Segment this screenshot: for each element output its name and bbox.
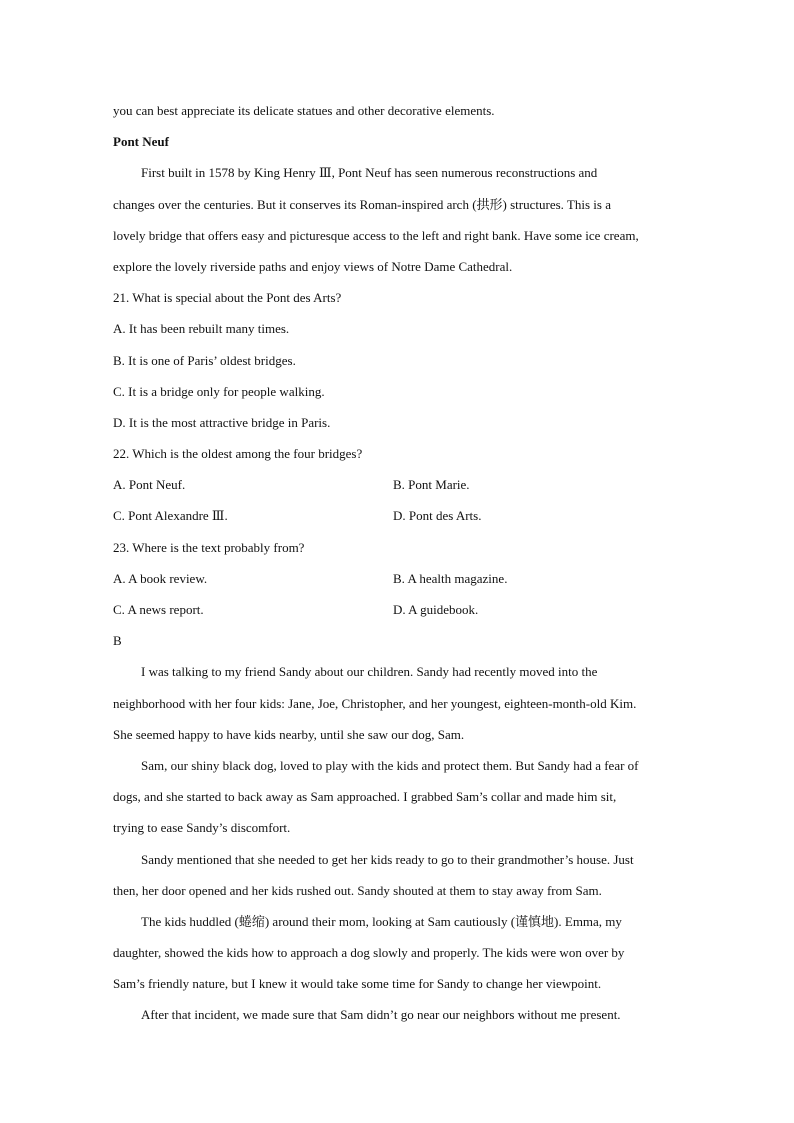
text-line: then, her door opened and her kids rushed out. Sandy shouted at them to stay away from Sam. (113, 882, 602, 898)
question-21-option-a: A. It has been rebuilt many times. (113, 321, 290, 337)
question-22-option-d: D. Pont des Arts. (393, 508, 482, 524)
section-b-label: B (113, 633, 122, 649)
text-line: you can best appreciate its delicate statues and other decorative elements. (113, 103, 495, 118)
text-line: Sandy mentioned that she needed to get her kids ready to go to their grandmother’s house. Just (141, 851, 634, 867)
text-line: explore the lovely riverside paths and enjoy views of Notre Dame Cathedral. (113, 258, 513, 274)
text-line: Sam’s friendly nature, but I knew it would take some time for Sandy to change her viewpoint. (113, 976, 602, 992)
text-line: daughter, showed the kids how to approach a dog slowly and properly. The kids were won over by (113, 945, 625, 961)
text-line: After that incident, we made sure that Sam didn’t go near our neighbors without me present. (141, 1007, 621, 1023)
section-heading-pont-neuf: Pont Neuf (113, 134, 169, 150)
text-line: trying to ease Sandy’s discomfort. (113, 820, 291, 836)
question-23-stem: 23. Where is the text probably from? (113, 539, 305, 555)
question-22-option-c: C. Pont Alexandre Ⅲ. (113, 508, 228, 524)
question-22-option-a: A. Pont Neuf. (113, 477, 186, 493)
text-line: lovely bridge that offers easy and picturesque access to the left and right bank. Have some ice cream, (113, 227, 639, 243)
text-line: dogs, and she started to back away as Sam approached. I grabbed Sam’s collar and made him sit, (113, 789, 617, 805)
question-21-option-b: B. It is one of Paris’ oldest bridges. (113, 352, 296, 368)
question-22-options-row-2 (113, 505, 683, 536)
question-23-options-row-1 (113, 568, 683, 599)
question-23-option-b: B. A health magazine. (393, 570, 508, 586)
question-21-stem: 21. What is special about the Pont des Arts? (113, 290, 342, 306)
question-23-option-a: A. A book review. (113, 570, 208, 586)
question-21-option-d: D. It is the most attractive bridge in Paris. (113, 414, 331, 430)
text-line: Sam, our shiny black dog, loved to play with the kids and protect them. But Sandy had a fear of (141, 757, 639, 773)
document-body (113, 100, 683, 1036)
text-line: changes over the centuries. But it conserves its Roman-inspired arch (拱形) structures. This is a (113, 196, 611, 212)
question-22-option-b: B. Pont Marie. (393, 477, 470, 493)
text-line: neighborhood with her four kids: Jane, Joe, Christopher, and her youngest, eighteen-month-old Kim. (113, 695, 637, 711)
question-22-options-row-1 (113, 474, 683, 505)
text-line: First built in 1578 by King Henry Ⅲ, Pont Neuf has seen numerous reconstructions and (141, 165, 598, 181)
text-line: I was talking to my friend Sandy about our children. Sandy had recently moved into the (141, 664, 598, 680)
question-23-options-row-2 (113, 599, 683, 630)
question-23-option-d: D. A guidebook. (393, 602, 479, 617)
question-21-option-c: C. It is a bridge only for people walking. (113, 383, 325, 399)
text-line: The kids huddled (蜷缩) around their mom, looking at Sam cautiously (谨慎地). Emma, my (141, 913, 622, 929)
question-23-option-c: C. A news report. (113, 602, 204, 617)
question-22-stem: 22. Which is the oldest among the four bridges? (113, 446, 363, 462)
text-line: She seemed happy to have kids nearby, until she saw our dog, Sam. (113, 726, 465, 742)
